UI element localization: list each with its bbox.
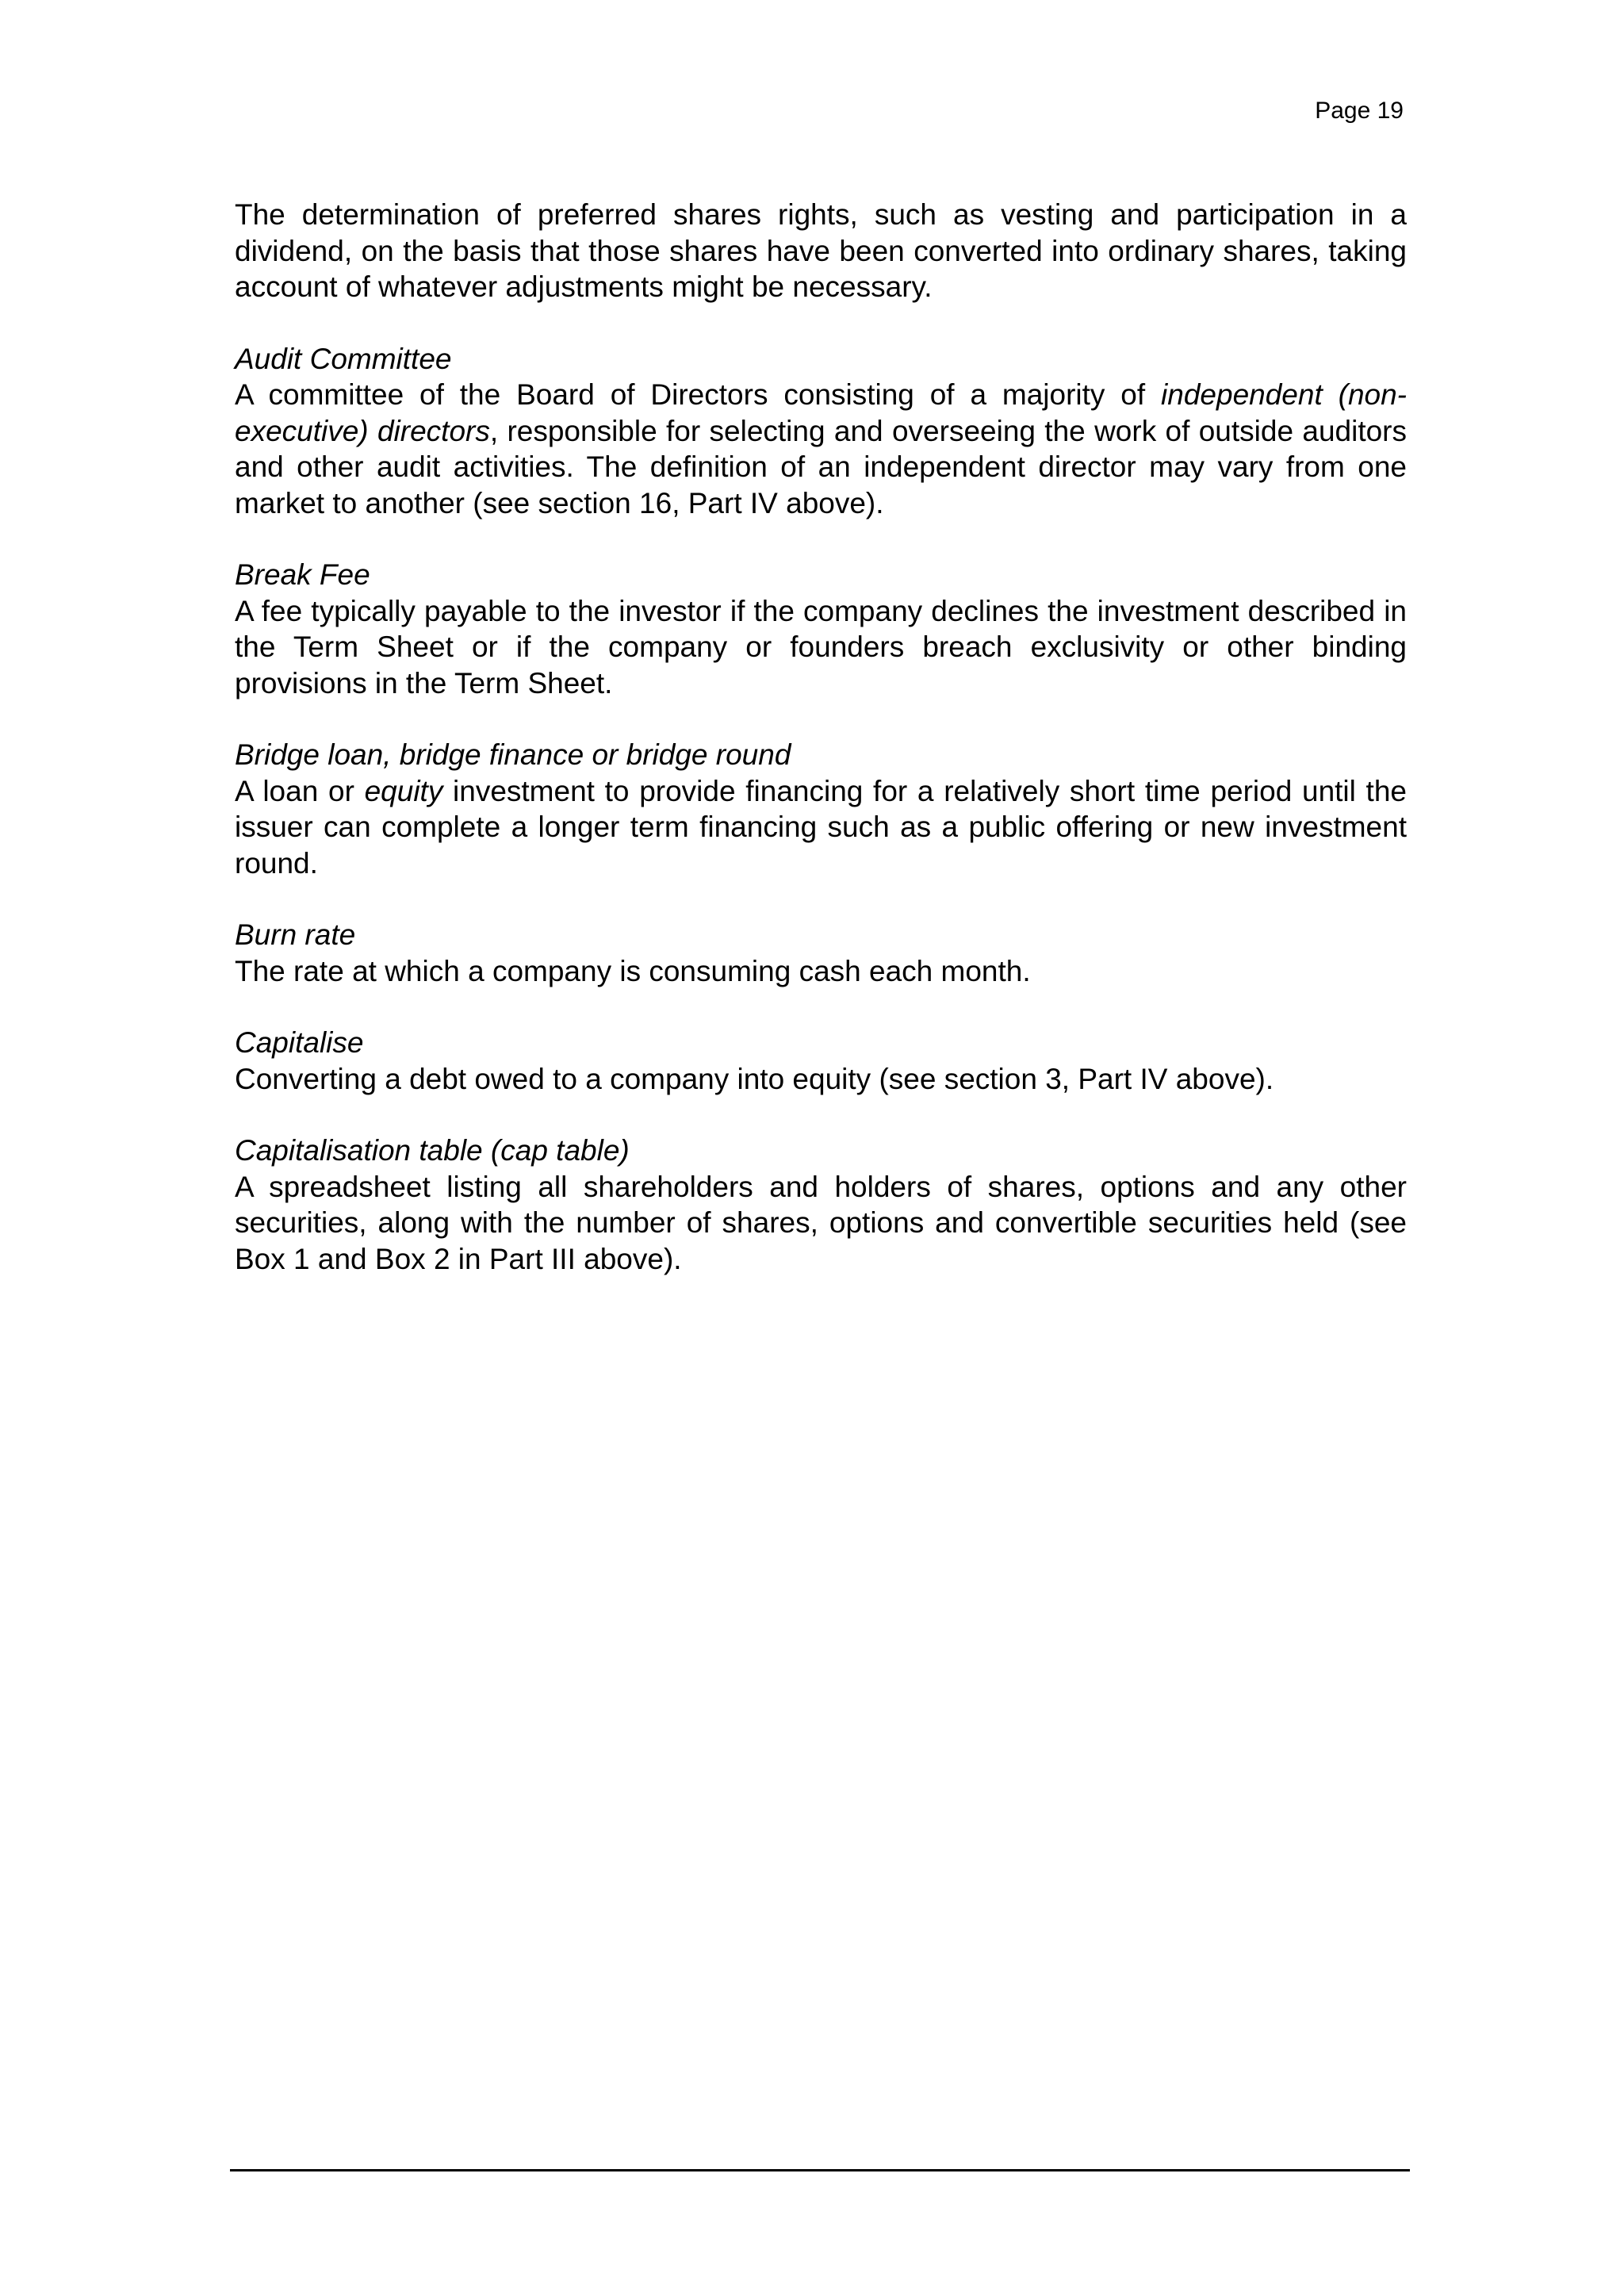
- glossary-definition: A spreadsheet listing all shareholders and holders of shares, options and any other securities, along with the number of shares, options and convertible securities held (see Box 1 and Box 2 in Part III above).: [235, 1170, 1407, 1275]
- glossary-definition: The rate at which a company is consuming cash each month.: [235, 954, 1031, 987]
- glossary-term: Audit Committee: [235, 342, 452, 375]
- glossary-entry-bridge-loan: [235, 737, 1407, 881]
- emphasized-term: independent (non-executive) directors: [235, 378, 1407, 447]
- glossary-entry-burn-rate: [235, 917, 1407, 989]
- glossary-definition: A loan or equity investment to provide financing for a relatively short time period until the issuer can complete a longer term financing such as a public offering or new investment round.: [235, 774, 1407, 880]
- glossary-term: Bridge loan, bridge finance or bridge round: [235, 738, 791, 771]
- emphasized-term: equity: [364, 774, 443, 807]
- glossary-definition: A fee typically payable to the investor if the company declines the investment described in the Term Sheet or if the company or founders breach exclusivity or other binding provisions in the Term Sheet.: [235, 594, 1407, 700]
- intro-paragraph: The determination of preferred shares rights, such as vesting and participation in a dividend, on the basis that those shares have been converted into ordinary shares, taking account of whatever adjustments might be necessary.: [235, 198, 1407, 303]
- glossary-term: Break Fee: [235, 558, 370, 591]
- glossary-term: Capitalisation table (cap table): [235, 1134, 630, 1167]
- glossary-entry-capitalise: [235, 1025, 1407, 1097]
- page-number: Page 19: [1315, 98, 1404, 124]
- glossary-definition: Converting a debt owed to a company into equity (see section 3, Part IV above).: [235, 1062, 1274, 1095]
- glossary-term: Burn rate: [235, 918, 356, 951]
- glossary-entry-cap-table: [235, 1133, 1407, 1277]
- glossary-entry-break-fee: [235, 557, 1407, 701]
- footer-divider: [230, 2169, 1410, 2171]
- glossary-term: Capitalise: [235, 1026, 364, 1059]
- glossary-entry-audit-committee: [235, 341, 1407, 522]
- glossary-content: [235, 197, 1407, 1313]
- glossary-definition: A committee of the Board of Directors consisting of a majority of independent (non-executive) directors, responsible for selecting and overseeing the work of outside auditors and other audit activities. The definition of an independent director may vary from one market to another (see section 16, Part IV above).: [235, 378, 1407, 519]
